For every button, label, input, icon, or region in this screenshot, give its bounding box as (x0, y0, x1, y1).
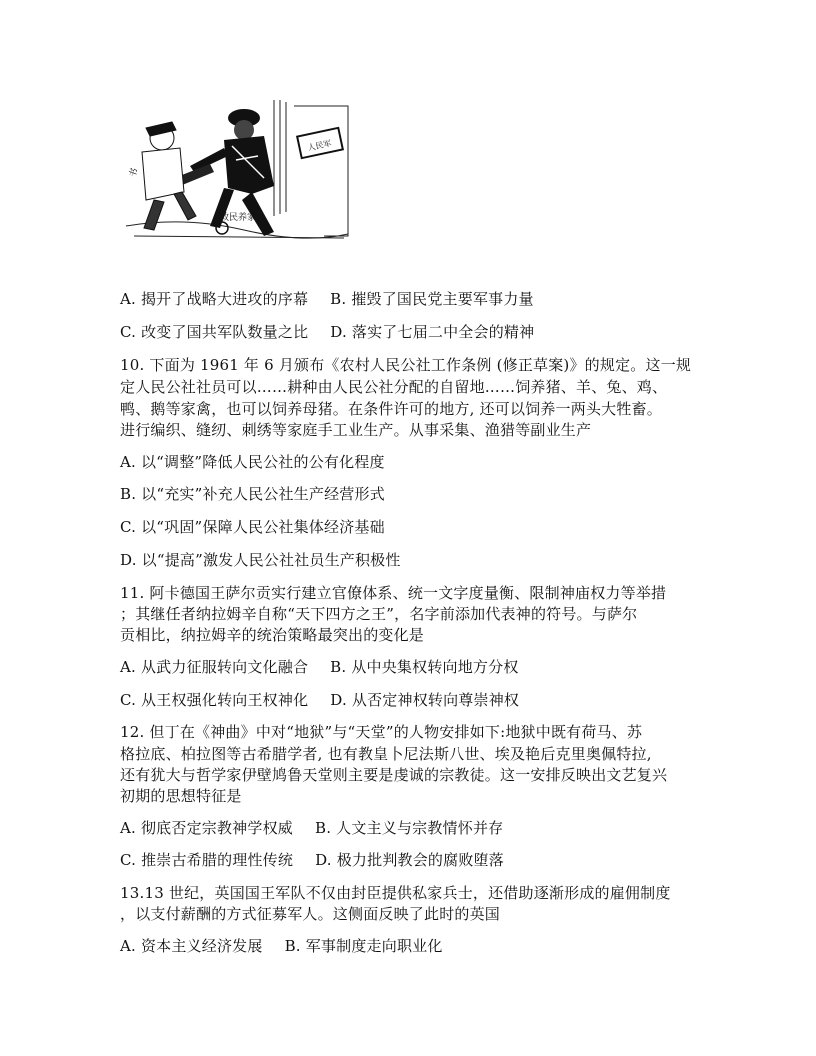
q12-stem-line: 还有犹大与哲学家伊壁鸠鲁天堂则主要是虔诚的宗教徒。这一安排反映出文艺复兴 (120, 766, 668, 784)
q12-option-a[interactable]: A. 彻底否定宗教神学权威 (120, 819, 293, 837)
q9-option-a[interactable]: A. 揭开了战略大进攻的序幕 (120, 290, 309, 308)
cartoon-svg (124, 96, 350, 242)
q9-options-row-2 (120, 322, 534, 342)
q11-stem-line: 11. 阿卡德国王萨尔贡实行建立官僚体系、统一文字度量衡、限制神庙权力等举措 (120, 584, 667, 602)
q11-options-row-2 (120, 690, 519, 710)
q11-option-b[interactable]: B. 从中央集权转向地方分权 (330, 658, 519, 676)
q10-stem-line: 进行编织、缝纫、刺绣等家庭手工业生产。从事采集、渔猎等副业生产 (120, 421, 592, 439)
q12-options-row-2 (120, 850, 504, 870)
banner-text: 救民养家 (220, 213, 257, 223)
q12-option-d[interactable]: D. 极力批判教会的腐败堕落 (315, 851, 504, 869)
svg-text:书: 书 (128, 166, 141, 179)
q12-stem-line: 格拉底、柏拉图等古希腊学者, 也有教皇卜尼法斯八世、埃及艳后克里奥佩特拉, (120, 745, 652, 763)
q11-option-d[interactable]: D. 从否定神权转向尊崇神权 (330, 691, 520, 709)
q10-option-a[interactable]: A. 以“调整”降低人民公社的公有化程度 (120, 453, 385, 471)
q10-stem-line: 10. 下面为 1961 年 6 月颁布《农村人民公社工作条例 (修正草案)》的规定。这一规 (120, 356, 692, 374)
q13-options-row-1 (120, 936, 443, 956)
q12-stem-line: 初期的思想特征是 (120, 787, 242, 805)
q13-option-b[interactable]: B. 军事制度走向职业化 (284, 937, 443, 955)
q9-option-d[interactable]: D. 落实了七届二中全会的精神 (330, 323, 535, 341)
q13-stem-line: 13.13 世纪，英国国王军队不仅由封臣提供私家兵士，还借助逐渐形成的雇佣制度 (120, 884, 671, 902)
sign-text: 人民军 (306, 138, 333, 153)
cartoon-illustration (124, 96, 350, 242)
q9-option-b[interactable]: B. 摧毁了国民党主要军事力量 (330, 290, 534, 308)
q11-option-a[interactable]: A. 从武力征服转向文化融合 (120, 658, 309, 676)
q10-option-b[interactable]: B. 以“充实”补充人民公社生产经营形式 (120, 485, 385, 503)
q12-option-b[interactable]: B. 人文主义与宗教情怀并存 (314, 819, 504, 837)
q11-option-c[interactable]: C. 从王权强化转向王权神化 (120, 691, 309, 709)
q11-stem-line: 贡相比，纳拉姆辛的统治策略最突出的变化是 (120, 626, 425, 644)
q9-option-c[interactable]: C. 改变了国共军队数量之比 (120, 323, 309, 341)
q12-stem-line: 12. 但丁在《神曲》中对“地狱”与“天堂”的人物安排如下:地狱中既有荷马、苏 (120, 723, 643, 741)
q12-options-row-1 (120, 818, 503, 838)
q12-option-c[interactable]: C. 推崇古希腊的理性传统 (120, 851, 294, 869)
q10-option-c[interactable]: C. 以“巩固”保障人民公社集体经济基础 (120, 518, 385, 536)
q11-options-row-1 (120, 657, 519, 677)
q11-stem-line: ；其继任者纳拉姆辛自称“天下四方之王”，名字前添加代表神的符号。与萨尔 (120, 605, 638, 623)
q13-stem-line: ，以支付薪酬的方式征募军人。这侧面反映了此时的英国 (120, 905, 501, 923)
q10-stem-line: 定人民公社社员可以……耕种由人民公社分配的自留地……饲养猪、羊、兔、鸡、 (120, 378, 668, 396)
q13-option-a[interactable]: A. 资本主义经济发展 (120, 937, 263, 955)
q10-option-d[interactable]: D. 以“提高”激发人民公社社员生产积极性 (120, 551, 401, 569)
q10-stem-line: 鸭、鹅等家禽，也可以饲养母猪。在条件许可的地方, 还可以饲养一两头大牲畜。 (120, 400, 662, 418)
q9-options-row-1 (120, 289, 534, 309)
